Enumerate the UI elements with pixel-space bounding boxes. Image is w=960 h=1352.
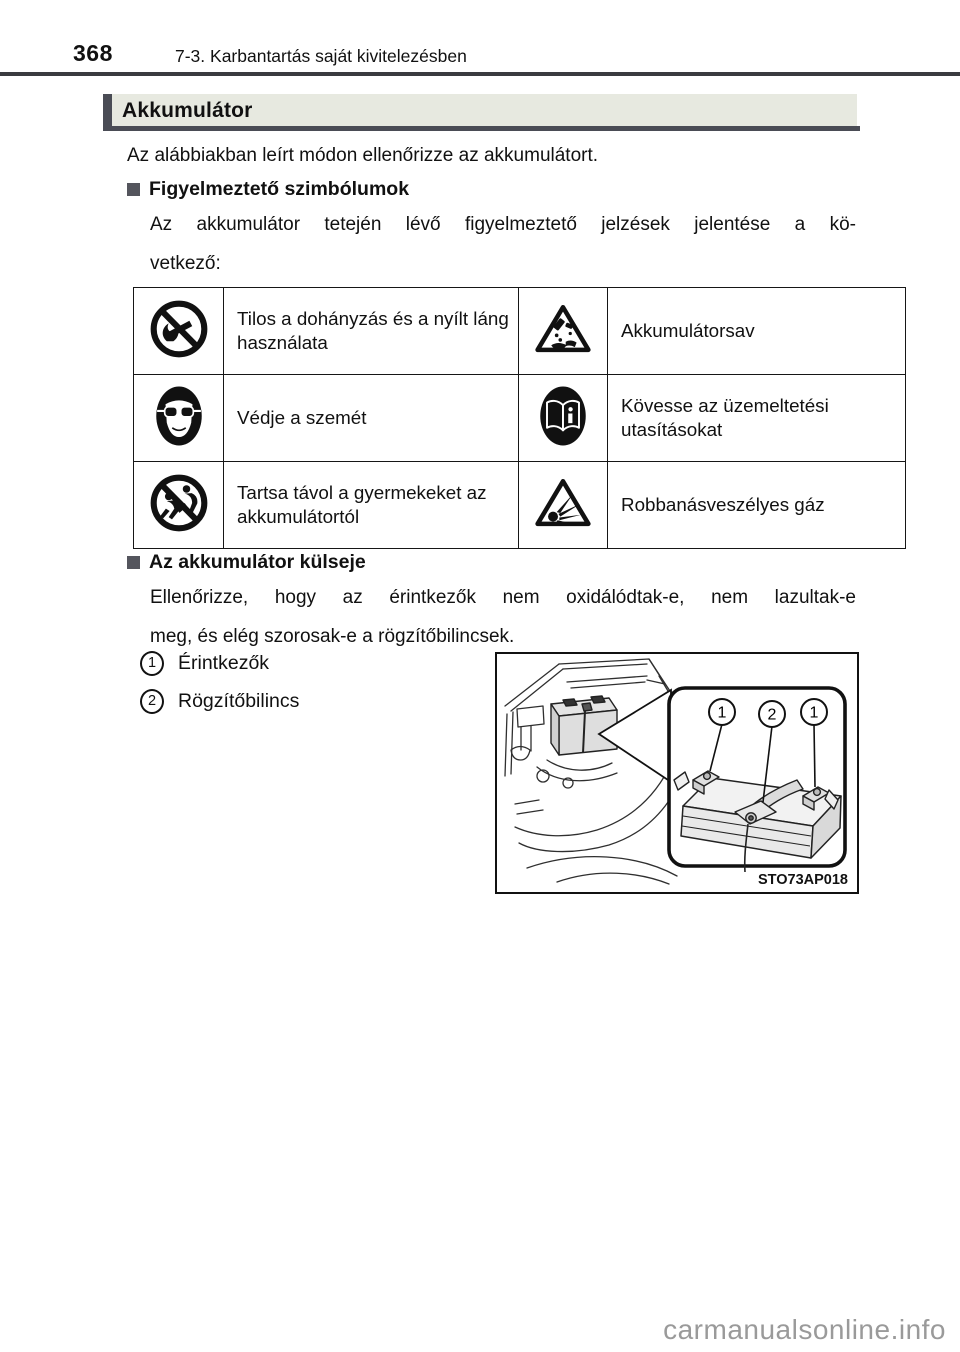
read-operating-instructions-icon: [536, 435, 590, 452]
callout-label-1: 1: [717, 704, 727, 722]
list-item-terminals: [140, 651, 269, 676]
table-cell-label: Védje a szemét: [224, 375, 519, 462]
keep-children-away-icon: [149, 520, 209, 537]
table-cell-icon: [519, 462, 608, 549]
square-bullet-icon: [127, 183, 140, 196]
table-row: [134, 375, 906, 462]
battery-exterior-paragraph: [150, 578, 856, 656]
table-cell-label: Robbanásveszélyes gáz: [608, 462, 906, 549]
circled-number-icon: 2: [140, 689, 164, 714]
table-cell-icon: [134, 288, 224, 375]
table-cell-icon: [519, 375, 608, 462]
paragraph-line: meg, és elég szorosak-e a rögzítőbilincsek.: [150, 626, 515, 647]
heading-warning-symbols-label: Figyelmeztető szimbólumok: [149, 178, 410, 200]
paragraph-line: vetkező:: [150, 253, 221, 274]
circled-number-icon: 1: [140, 651, 164, 676]
intro-text: Az alábbiakban leírt módon ellenőrizze az akkumulátort.: [127, 145, 599, 166]
list-item-label: Érintkezők: [178, 652, 270, 674]
heading-battery-exterior: [127, 551, 366, 574]
figure-code: STO73AP018: [757, 872, 848, 888]
header-rule: [0, 72, 960, 76]
table-cell-icon: [134, 462, 224, 549]
warning-symbols-table: [133, 287, 906, 549]
callout-label-3: 1: [809, 704, 819, 722]
title-accent-bar: [103, 94, 112, 131]
square-bullet-icon: [127, 556, 140, 569]
battery-callout: [669, 688, 845, 872]
title-shadow-bar: [112, 126, 860, 131]
watermark: carmanualsonline.info: [663, 1314, 946, 1345]
table-cell-label: Tartsa távol a gyermekeket az akkumulátortól: [224, 462, 519, 549]
table-cell-label: Kövesse az üzemeltetési utasításokat: [608, 375, 906, 462]
corrosive-battery-acid-icon: [534, 343, 592, 360]
warning-symbols-paragraph: [150, 205, 856, 283]
list-item-hold-down-clamp: [140, 689, 299, 714]
no-smoking-no-open-flame-icon: [149, 346, 209, 363]
paragraph-line: Az akkumulátor tetején lévő figyelmeztető jelzések jelentése a kö-: [150, 214, 856, 235]
battery-location-figure: [495, 652, 859, 894]
section-title: Akkumulátor: [122, 99, 253, 122]
table-cell-icon: [519, 288, 608, 375]
table-cell-label: Tilos a dohányzás és a nyílt láng használata: [224, 288, 519, 375]
heading-battery-exterior-label: Az akkumulátor külseje: [149, 551, 366, 573]
paragraph-line: Ellenőrizze, hogy az érintkezők nem oxidálódtak-e, nem lazultak-e: [150, 587, 856, 608]
section-title-bar: [103, 94, 857, 126]
table-row: [134, 288, 906, 375]
callout-labels: [709, 699, 827, 727]
table-row: [134, 462, 906, 549]
page-number: 368: [73, 40, 113, 66]
heading-warning-symbols: [127, 178, 409, 201]
engine-bay-drawing: [497, 654, 853, 888]
explosive-gas-icon: [534, 517, 592, 534]
chapter-header: 7-3. Karbantartás saját kivitelezésben: [175, 46, 467, 66]
table-cell-label: Akkumulátorsav: [608, 288, 906, 375]
callout-label-2: 2: [767, 706, 777, 724]
table-cell-icon: [134, 375, 224, 462]
wear-eye-protection-icon: [152, 435, 206, 452]
list-item-label: Rögzítőbilincs: [178, 690, 300, 712]
